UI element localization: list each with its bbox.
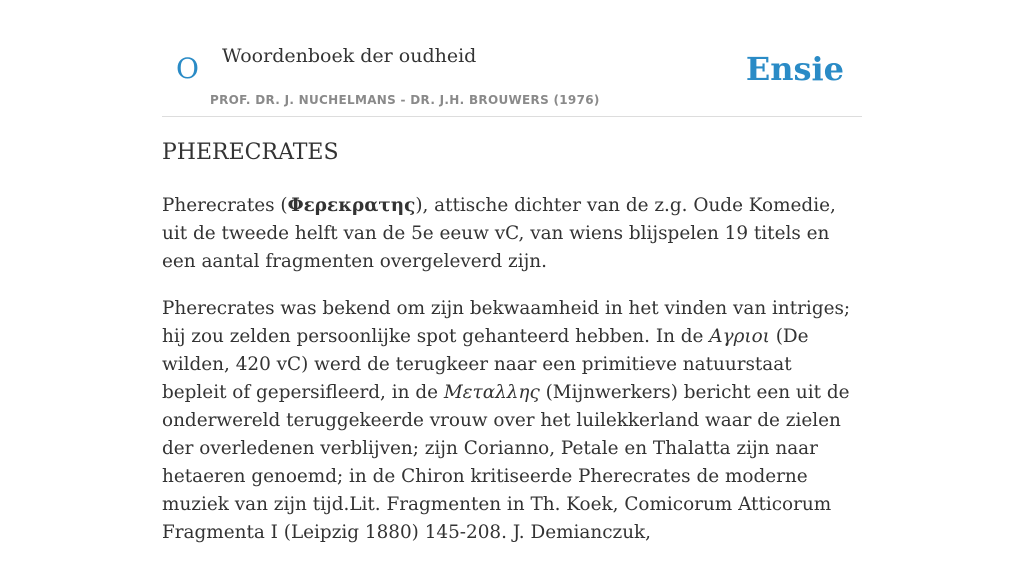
p2-text-b: (De wilden, 420 vC) werd de terugkeer naar een primitieve natuurstaat bepleit of gepersifleerd, in de [162, 326, 809, 403]
header [162, 0, 862, 117]
article-body [162, 192, 852, 566]
book-title[interactable]: Woordenboek der oudheid [222, 45, 477, 67]
greek-title-metalles: Μεταλλης [443, 382, 540, 403]
paragraph-2 [162, 295, 852, 547]
brand-logo-link[interactable]: Ensie [745, 50, 844, 88]
letter-index[interactable]: O [176, 52, 199, 85]
authors-line: PROF. DR. J. NUCHELMANS - DR. J.H. BROUWERS (1976) [210, 93, 600, 107]
p1-text-a: Pherecrates ( [162, 195, 288, 216]
paragraph-1 [162, 192, 852, 276]
p2-text-a: Pherecrates was bekend om zijn bekwaamheid in het vinden van intriges; hij zou zelden persoonlijke spot gehanteerd hebben. In de [162, 298, 851, 347]
greek-name: Φερεκρατης [287, 195, 416, 216]
article-title: PHERECRATES [162, 140, 339, 165]
p1-text-b: ), attische dichter van de z.g. Oude Komedie, uit de tweede helft van de 5e eeuw vC, van wiens blijspelen 19 titels en een aantal fragmenten overgeleverd zijn. [162, 195, 836, 272]
greek-title-agrioi: Αγριοι [709, 326, 770, 347]
p2-text-c: (Mijnwerkers) bericht een uit de onderwereld teruggekeerde vrouw over het luilekkerland waar de zielen der overledenen verblijven; zijn Corianno, Petale en Thalatta zijn naar hetaeren genoemd; in de Chiron kritiseerde Pherecrates de moderne muziek van zijn tijd.Lit. Fragmenten in Th. Koek, Comicorum Atticorum Fragmenta I (Leipzig 1880) 145-208. J. Demianczuk, [162, 382, 850, 543]
